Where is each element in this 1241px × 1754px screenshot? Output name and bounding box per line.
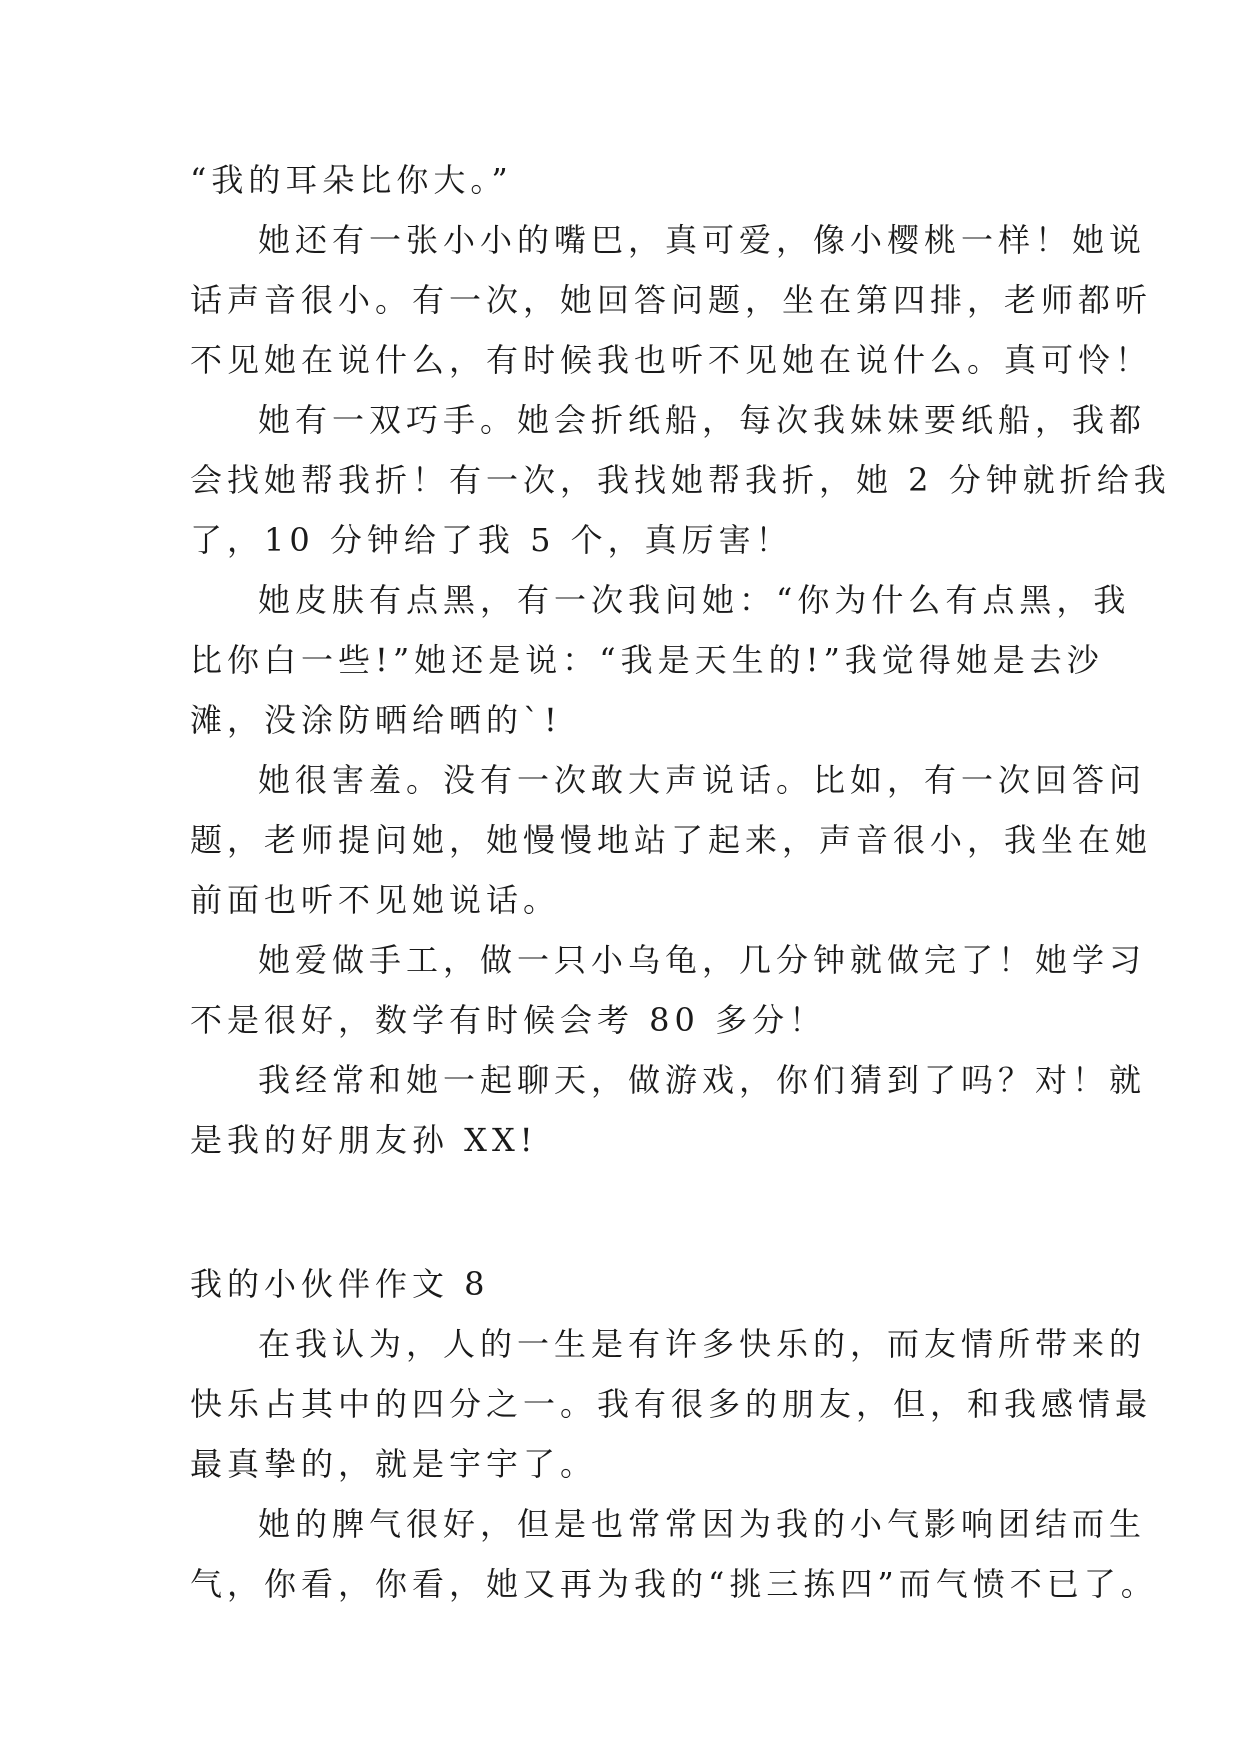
document-body — [190, 150, 1171, 1614]
text-line: 她皮肤有点黑，有一次我问她：“你为什么有点黑，我 — [258, 581, 1131, 619]
text-line: 了，10 分钟给了我 5 个，真厉害！ — [190, 521, 793, 559]
text-line: 是我的好朋友孙 XX! — [190, 1121, 538, 1159]
text-line: 话声音很小。有一次，她回答问题，坐在第四排，老师都听 — [190, 281, 1153, 319]
text-line: 不是很好，数学有时候会考 80 多分！ — [190, 1001, 827, 1039]
text-line: 比你白一些!”她还是说：“我是天生的!”我觉得她是去沙 — [190, 641, 1104, 679]
text-line: 气，你看，你看，她又再为我的“挑三拣四”而气愤不已了。 — [190, 1565, 1158, 1603]
text-line: 她还有一张小小的嘴巴，真可爱，像小樱桃一样！她说 — [258, 221, 1147, 259]
text-line: 在我认为，人的一生是有许多快乐的，而友情所带来的 — [258, 1325, 1147, 1363]
text-line: 她的脾气很好，但是也常常因为我的小气影响团结而生 — [258, 1505, 1147, 1543]
section-title: 我的小伙伴作文 8 — [190, 1265, 490, 1303]
text-line: 滩，没涂防晒给晒的`! — [190, 701, 562, 739]
text-line: 她很害羞。没有一次敢大声说话。比如，有一次回答问 — [258, 761, 1147, 799]
text-line: 她有一双巧手。她会折纸船，每次我妹妹要纸船，我都 — [258, 401, 1147, 439]
text-line: 不见她在说什么，有时候我也听不见她在说什么。真可怜！ — [190, 341, 1153, 379]
section-gap — [190, 1170, 1070, 1254]
text-line: 题，老师提问她，她慢慢地站了起来，声音很小，我坐在她 — [190, 821, 1153, 859]
text-line: 最真挚的，就是宇宇了。 — [190, 1445, 598, 1483]
text-line: “我的耳朵比你大。” — [190, 161, 513, 199]
text-line: 她爱做手工，做一只小乌龟，几分钟就做完了！她学习 — [258, 941, 1147, 979]
text-line: 前面也听不见她说话。 — [190, 881, 561, 919]
text-line: 快乐占其中的四分之一。我有很多的朋友，但，和我感情最 — [190, 1385, 1153, 1423]
text-line: 我经常和她一起聊天，做游戏，你们猜到了吗？对！就 — [258, 1061, 1147, 1099]
text-line: 会找她帮我折！有一次，我找她帮我折，她 2 分钟就折给我 — [190, 461, 1171, 499]
